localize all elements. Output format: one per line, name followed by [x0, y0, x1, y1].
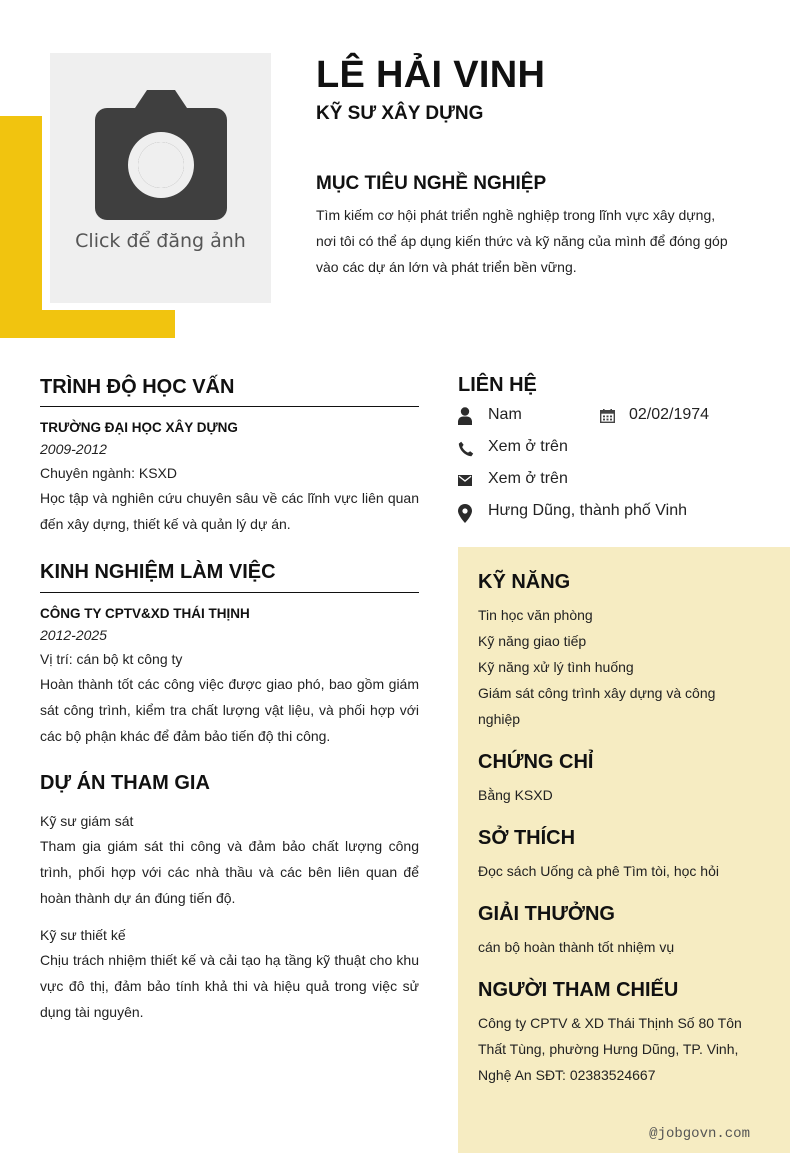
certificate-item: Bằng KSXD [478, 787, 553, 803]
camera-icon [95, 90, 227, 220]
education-section [40, 376, 419, 537]
hobbies-heading: SỞ THÍCH [478, 827, 576, 849]
contact-address: Hưng Dũng, thành phố Vinh [488, 502, 688, 519]
person-icon [458, 407, 472, 425]
experience-heading: KINH NGHIỆM LÀM VIỆC [40, 561, 276, 583]
candidate-name: LÊ HẢI VINH [316, 54, 546, 96]
phone-icon [458, 441, 474, 457]
award-item: cán bộ hoàn thành tốt nhiệm vụ [478, 939, 675, 955]
skill-item: Tin học văn phòng [478, 607, 593, 623]
skill-item: Kỹ năng xử lý tình huống [478, 659, 634, 675]
education-major: Chuyên ngành: KSXD [40, 465, 177, 481]
project-role: Kỹ sư giám sát [40, 813, 134, 829]
project-role: Kỹ sư thiết kế [40, 927, 126, 943]
contact-heading: LIÊN HỆ [458, 374, 537, 396]
education-description: Học tập và nghiên cứu chuyên sâu về các lĩnh vực liên quan đến xây dựng, thiết kế và quản lý dự án. [40, 490, 419, 532]
education-heading: TRÌNH ĐỘ HỌC VẤN [40, 376, 235, 398]
contact-phone: Xem ở trên [488, 438, 568, 455]
education-divider [40, 406, 419, 407]
projects-heading: DỰ ÁN THAM GIA [40, 772, 210, 794]
experience-position: Vị trí: cán bộ kt công ty [40, 651, 183, 667]
education-period: 2009-2012 [40, 441, 107, 457]
project-description: Tham gia giám sát thi công và đảm bảo chất lượng công trình, phối hợp với các nhà thầu và các bên liên quan để hoàn thành dự án đúng tiến độ. [40, 838, 419, 906]
hobbies-text: Đọc sách Uống cà phê Tìm tòi, học hỏi [478, 863, 719, 879]
experience-description: Hoàn thành tốt các công việc được giao phó, bao gồm giám sát công trình, kiểm tra chất lượng vật liệu, và phối hợp với các bộ phận khác để đảm bảo tiến độ thi công. [40, 676, 419, 744]
objective-text: Tìm kiếm cơ hội phát triển nghề nghiệp trong lĩnh vực xây dựng, nơi tôi có thể áp dụng kiến thức và kỹ năng của mình để đóng góp vào các dự án lớn và phát triển bền vững. [316, 207, 728, 275]
calendar-icon [600, 409, 615, 423]
company-name: CÔNG TY CPTV&XD THÁI THỊNH [40, 606, 250, 621]
sidebar-panel [458, 547, 790, 1153]
email-icon [458, 475, 472, 486]
contact-email: Xem ở trên [488, 470, 568, 487]
photo-upload[interactable] [50, 53, 271, 303]
experience-period: 2012-2025 [40, 627, 107, 643]
objective-heading: MỤC TIÊU NGHỀ NGHIỆP [316, 173, 547, 194]
reference-text: Công ty CPTV & XD Thái Thịnh Số 80 Tôn Thất Tùng, phường Hưng Dũng, TP. Vinh, Nghệ An SĐT: 02383524667 [478, 1015, 742, 1083]
contact-gender: Nam [488, 406, 522, 423]
certificates-heading: CHỨNG CHỈ [478, 751, 594, 773]
awards-heading: GIẢI THƯỞNG [478, 903, 615, 925]
location-pin-icon [458, 504, 472, 523]
accent-bar-vertical [0, 116, 42, 338]
references-heading: NGƯỜI THAM CHIẾU [478, 979, 679, 1001]
skills-heading: KỸ NĂNG [478, 571, 571, 593]
contact-birthdate: 02/02/1974 [629, 406, 710, 423]
photo-caption: Click để đăng ảnh [75, 230, 246, 252]
watermark: @jobgovn.com [649, 1126, 750, 1142]
projects-section [40, 772, 419, 1025]
skill-item: Giám sát công trình xây dựng và công nghiệp [478, 685, 716, 727]
skill-item: Kỹ năng giao tiếp [478, 633, 587, 649]
accent-bar-horizontal [0, 310, 175, 338]
project-description: Chịu trách nhiệm thiết kế và cải tạo hạ tầng kỹ thuật cho khu vực đô thị, đảm bảo tính khả thi và hiệu quả trong việc sử dụng tài nguyên. [40, 952, 419, 1020]
school-name: TRƯỜNG ĐẠI HỌC XÂY DỰNG [40, 420, 238, 435]
job-title: KỸ SƯ XÂY DỰNG [316, 103, 484, 124]
experience-divider [40, 592, 419, 593]
experience-section [40, 561, 419, 749]
